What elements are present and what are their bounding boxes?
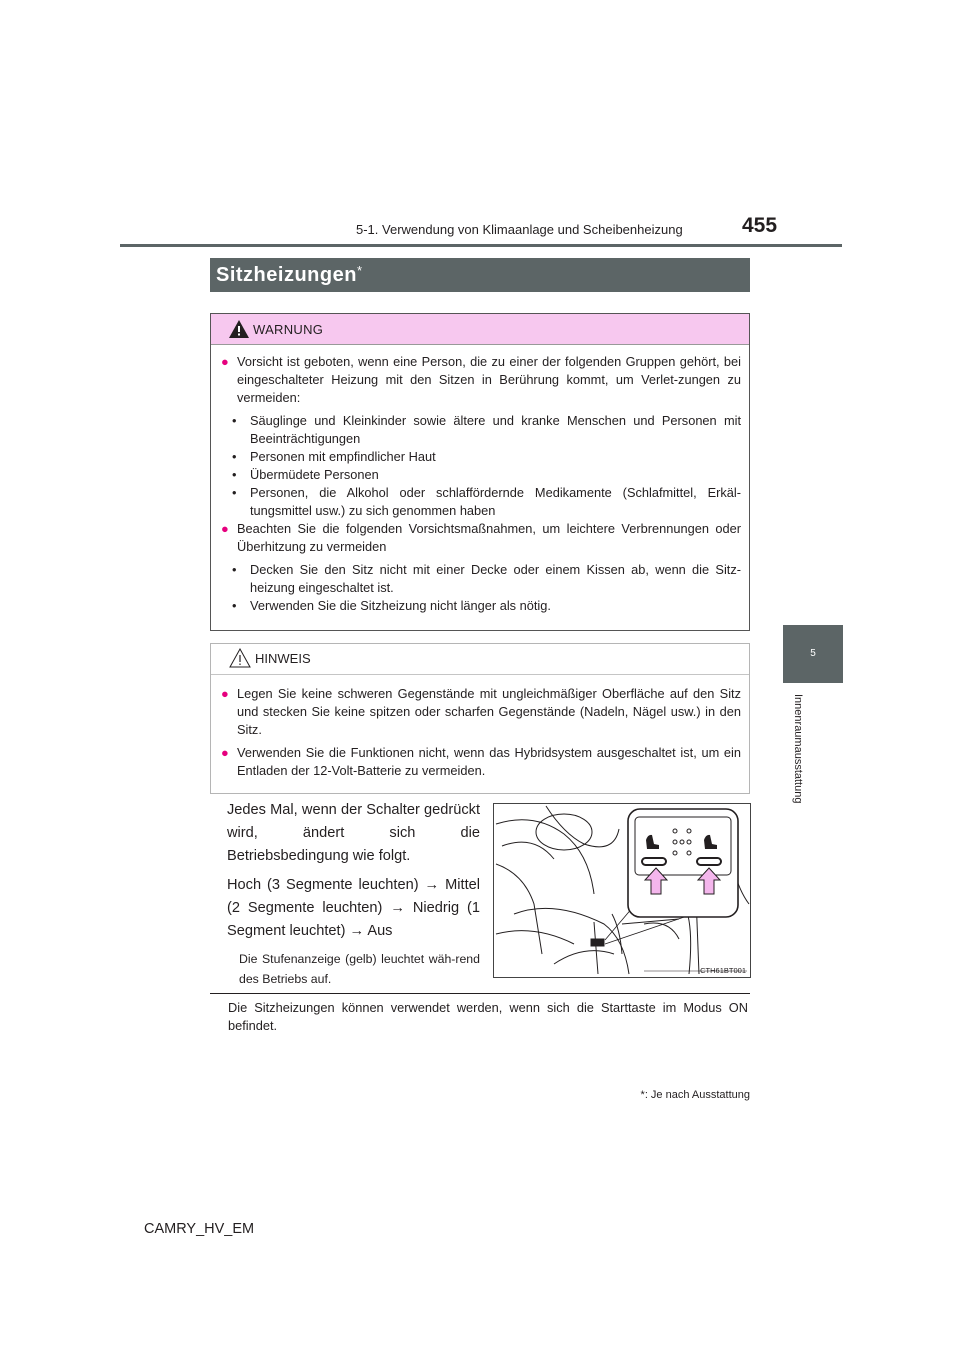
notice-body <box>211 675 749 780</box>
warning-subitem <box>221 448 741 466</box>
main-text <box>227 799 480 995</box>
bullet-icon: • <box>232 562 237 577</box>
warning-item <box>221 353 741 407</box>
figure-code: CTH61BT001 <box>700 966 746 975</box>
warning-title: WARNUNG <box>253 322 324 337</box>
bullet-dot-icon: ● <box>221 686 229 701</box>
warning-item <box>221 520 741 556</box>
notice-header <box>211 644 749 675</box>
header-rule <box>120 244 842 247</box>
notice-item <box>221 744 741 780</box>
notice-item-text: Verwenden Sie die Funktionen nicht, wenn das Hybridsystem ausgeschaltet ist, um ein Entladen der 12-Volt-Batterie zu vermeiden. <box>237 745 741 778</box>
chapter-number: 5 <box>810 648 816 659</box>
footnote-marker: * <box>640 1089 645 1101</box>
body-paragraph: Hoch (3 Segmente leuchten) → Mittel (2 Segmente leuchten) → Niedrig (1 Segment leuchtet) → Aus <box>227 877 480 939</box>
warning-subitem <box>221 466 741 484</box>
bottom-rule <box>210 993 750 994</box>
notice-item-text: Legen Sie keine schweren Gegenstände mit ungleichmäßiger Oberfläche auf den Sitz und stecken Sie keine spitzen oder scharfen Gegenstände (Nadeln, Nägel usw.) in den Sitz. <box>237 686 741 737</box>
bullet-icon: • <box>232 467 237 482</box>
warning-header <box>211 314 749 345</box>
chapter-tab <box>783 625 843 683</box>
bullet-icon: • <box>232 413 237 428</box>
bullet-icon: • <box>232 449 237 464</box>
section-title: Sitzheizungen <box>216 264 357 286</box>
right-seat-heater-button <box>697 858 721 865</box>
warning-subitem-text: Decken Sie den Sitz nicht mit einer Decke oder einem Kissen ab, wenn die Sitz-heizung eingeschaltet ist. <box>250 562 741 595</box>
warning-item-text: Beachten Sie die folgenden Vorsichtsmaßnahmen, um leichtere Verbrennungen oder Überhitzung zu vermeiden <box>237 521 741 554</box>
console-illustration <box>494 804 750 977</box>
warning-subitem-text: Personen mit empfindlicher Haut <box>250 449 436 464</box>
warning-subitem-text: Verwenden Sie die Sitzheizung nicht länger als nötig. <box>250 598 551 613</box>
warning-subitem-text: Übermüdete Personen <box>250 467 379 482</box>
warning-subitem-text: Säuglinge und Kleinkinder sowie ältere und kranke Menschen und Personen mit Beeinträchtigungen <box>250 413 741 446</box>
warning-subitem <box>221 561 741 597</box>
warning-triangle-icon <box>229 320 249 338</box>
notice-item <box>221 685 741 739</box>
model-code: CAMRY_HV_EM <box>144 1221 255 1237</box>
page-number: 455 <box>742 214 778 237</box>
bullet-dot-icon: ● <box>221 354 229 369</box>
warning-subitem <box>221 484 741 520</box>
warning-box <box>210 313 750 631</box>
section-marker: * <box>356 263 363 278</box>
bullet-dot-icon: ● <box>221 521 229 536</box>
left-seat-heater-button <box>642 858 666 865</box>
indicator-note: Die Stufenanzeige (gelb) leuchtet wäh-rend des Betriebs auf. <box>239 952 480 986</box>
warning-subitem <box>221 597 741 615</box>
warning-subitem <box>221 412 741 448</box>
bullet-dot-icon: ● <box>221 745 229 760</box>
warning-body <box>211 345 749 615</box>
chapter-label: Innenraumausstattung <box>792 694 804 804</box>
seat-heater-figure <box>493 803 751 978</box>
caution-triangle-icon <box>229 648 251 668</box>
notice-box <box>210 643 750 794</box>
body-paragraph: Jedes Mal, wenn der Schalter gedrückt wird, ändert sich die Betriebsbedingung wie folgt. <box>227 802 480 864</box>
notice-title: HINWEIS <box>255 651 311 666</box>
bullet-icon: • <box>232 598 237 613</box>
section-banner <box>210 258 750 292</box>
footnote <box>641 1089 750 1101</box>
warning-subitem-text: Personen, die Alkohol oder schlaffördernde Medikamente (Schlafmittel, Erkäl-tungsmittel usw.) zu sich genommen haben <box>250 485 741 518</box>
page-header-text: 5-1. Verwendung von Klimaanlage und Scheibenheizung <box>356 222 683 237</box>
bottom-note: Die Sitzheizungen können verwendet werden, wenn sich die Starttaste im Modus ON befindet. <box>228 1000 748 1033</box>
bullet-icon: • <box>232 485 237 500</box>
warning-item-text: Vorsicht ist geboten, wenn eine Person, die zu einer der folgenden Gruppen gehört, bei eingeschalteter Heizung mit den Sitzen in Berührung kommt, um Verlet-zungen zu vermeiden: <box>237 354 741 405</box>
footnote-text: : Je nach Ausstattung <box>644 1089 750 1101</box>
